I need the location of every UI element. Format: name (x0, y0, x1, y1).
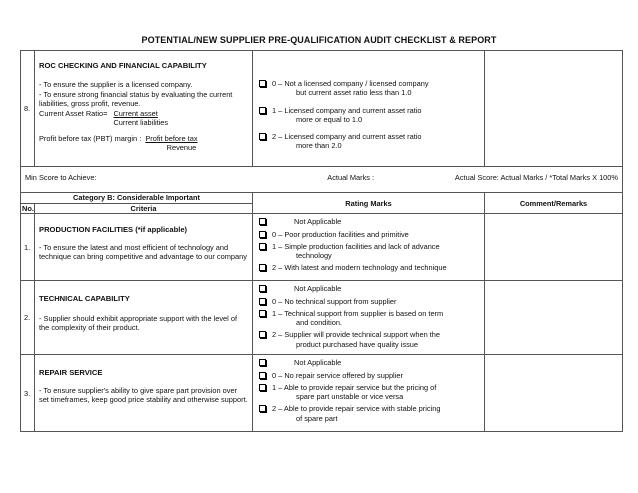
row-number: 2. (21, 281, 35, 355)
rating-cell (253, 355, 485, 432)
pbt-numerator: Profit before tax (145, 133, 198, 143)
pbt-denominator: Revenue (166, 142, 197, 152)
criteria-cell (35, 214, 253, 281)
checkbox-icon[interactable] (259, 80, 266, 87)
rating-option[interactable]: 2 – Able to provide repair service with stable pricing of spare part (257, 404, 480, 423)
comment-cell[interactable] (485, 281, 623, 355)
checkbox-icon[interactable] (259, 107, 266, 114)
checkbox-icon[interactable] (259, 285, 266, 292)
actual-marks-label: Actual Marks : (327, 173, 375, 182)
roc-line-2: - To ensure strong financial status by evaluating the current liabilities, gross profit, revenue. (39, 89, 233, 108)
rating-header: Rating Marks (253, 193, 485, 214)
checkbox-icon[interactable] (259, 372, 266, 379)
document-title: POTENTIAL/NEW SUPPLIER PRE-QUALIFICATION AUDIT CHECKLIST & REPORT (141, 35, 497, 45)
rating-option[interactable]: Not Applicable (257, 358, 480, 367)
roc-rating-0[interactable]: 0 – Not a licensed company / licensed company but current asset ratio less than 1.0 (257, 79, 480, 98)
rating-option[interactable]: 1 – Technical support from supplier is based on term and condition. (257, 309, 480, 328)
checkbox-icon[interactable] (259, 133, 266, 140)
rating-option[interactable]: 1 – Simple production facilities and lack of advance technology (257, 242, 480, 261)
checkbox-icon[interactable] (259, 384, 266, 391)
criteria-title: PRODUCTION FACILITIES (*if applicable) (39, 225, 188, 235)
no-header: No. (22, 204, 34, 213)
checkbox-icon[interactable] (259, 218, 266, 225)
header-row-1 (21, 193, 623, 204)
criteria-cell (35, 281, 253, 355)
row-number: 3. (21, 355, 35, 432)
checkbox-icon[interactable] (259, 298, 266, 305)
roc-rating-cell (253, 51, 485, 167)
criteria-title: TECHNICAL CAPABILITY (39, 294, 130, 304)
actual-score-label: Actual Score: Actual Marks / *Total Marks X 100% (454, 173, 618, 182)
rating-option[interactable]: Not Applicable (257, 217, 480, 226)
comment-cell[interactable] (485, 355, 623, 432)
checkbox-icon[interactable] (259, 264, 266, 271)
roc-rating-1[interactable]: 1 – Licensed company and current asset ratio more or equal to 1.0 (257, 106, 480, 125)
checkbox-icon[interactable] (259, 243, 266, 250)
criteria-desc: - Supplier should exhibit appropriate support with the level of the complexity of their product. (39, 313, 238, 332)
checkbox-icon[interactable] (259, 231, 266, 238)
roc-comment-cell[interactable] (485, 51, 623, 167)
criteria-header: Criteria (35, 204, 253, 214)
rating-option[interactable]: 0 – Poor production facilities and primitive (257, 230, 480, 239)
table-row (21, 355, 623, 432)
rating-option[interactable]: 1 – Able to provide repair service but the pricing of spare part unstable or vice versa (257, 383, 480, 402)
table-row (21, 214, 623, 281)
roc-rating-2[interactable]: 2 – Licensed company and current asset ratio more than 2.0 (257, 132, 480, 151)
roc-heading: ROC CHECKING AND FINANCIAL CAPABILITY (39, 61, 207, 70)
criteria-desc: - To ensure the latest and most efficient of technology and technique can bring competitive and advantage to our company (39, 242, 247, 261)
roc-criteria-cell (35, 51, 253, 167)
rating-option[interactable]: 0 – No technical support from supplier (257, 297, 480, 306)
checkbox-icon[interactable] (259, 310, 266, 317)
criteria-title: REPAIR SERVICE (39, 368, 103, 378)
rating-option[interactable]: 0 – No repair service offered by supplier (257, 371, 480, 380)
score-row (21, 167, 623, 193)
pbt-margin: Profit before tax (PBT) margin : Profit before tax Revenue (39, 133, 198, 152)
min-score-label: Min Score to Achieve: (25, 173, 97, 182)
current-asset-ratio: Current Asset Ratio= Current asset Current liabilities (39, 109, 169, 128)
rating-option[interactable]: 2 – With latest and modern technology and technique (257, 263, 480, 272)
car-numerator: Current asset (113, 109, 158, 119)
table-row (21, 281, 623, 355)
rating-option[interactable]: 2 – Supplier will provide technical support when the product purchased have quality issue (257, 330, 480, 349)
category-header: Category B: Considerable Important (21, 193, 253, 204)
roc-row (21, 51, 623, 167)
rating-cell (253, 214, 485, 281)
rating-option[interactable]: Not Applicable (257, 284, 480, 293)
roc-number: 8. (21, 51, 35, 167)
roc-line-1: - To ensure the supplier is a licensed company. (39, 80, 193, 90)
comment-header: Comment/Remarks (485, 193, 623, 214)
comment-cell[interactable] (485, 214, 623, 281)
checkbox-icon[interactable] (259, 331, 266, 338)
criteria-cell (35, 355, 253, 432)
car-denominator: Current liabilities (113, 118, 169, 128)
checkbox-icon[interactable] (259, 405, 266, 412)
row-number: 1. (21, 214, 35, 281)
rating-cell (253, 281, 485, 355)
audit-checklist-table (20, 50, 623, 432)
checkbox-icon[interactable] (259, 359, 266, 366)
criteria-desc: - To ensure supplier's ability to give spare part provision over set timeframes, keep good price stability and otherwise support. (39, 385, 248, 404)
